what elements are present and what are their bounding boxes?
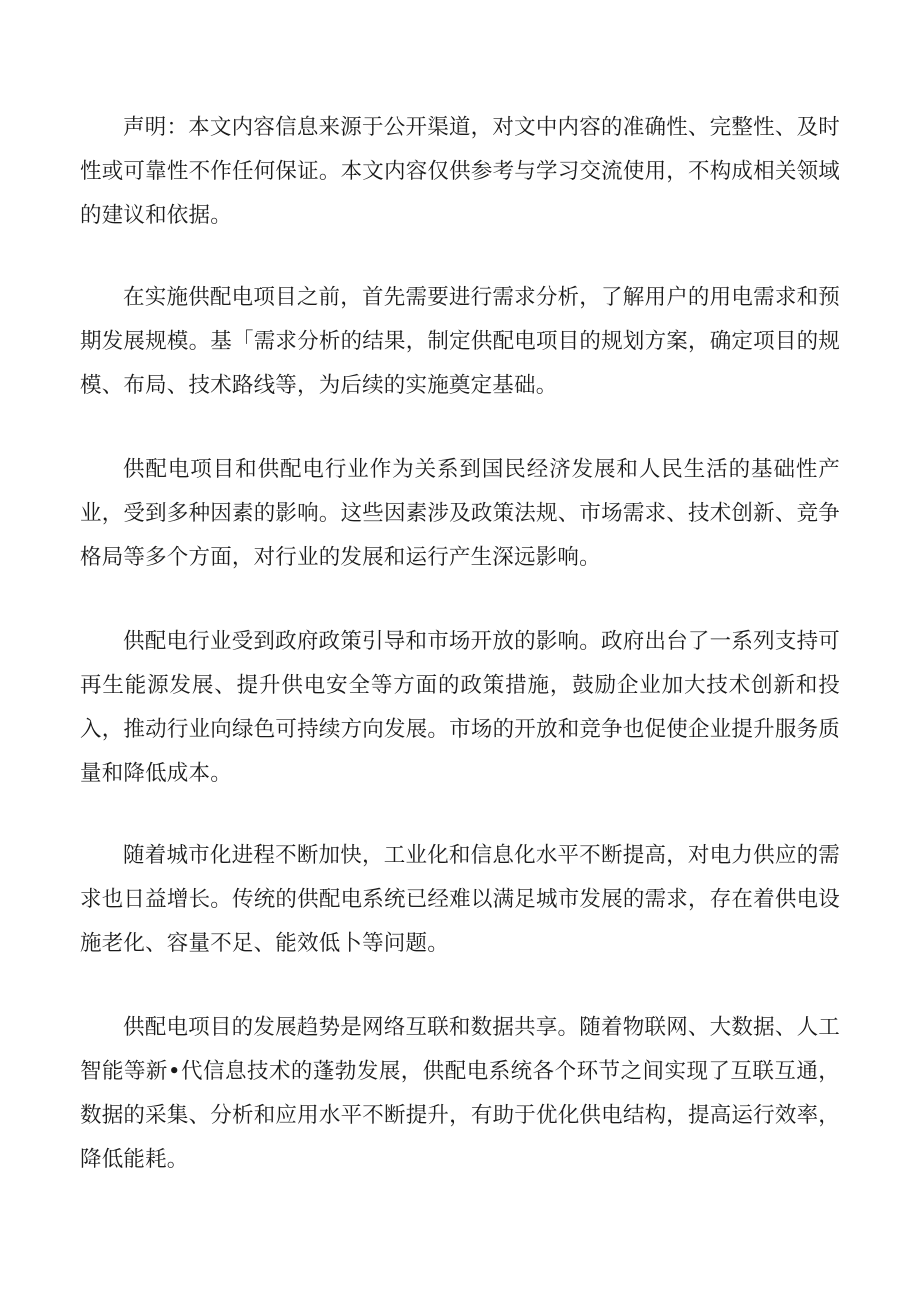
body-paragraph: 随着城市化进程不断加快，工业化和信息化水平不断提高，对电力供应的需求也日益增长。传统的供配电系统已经难以满足城市发展的需求，存在着供电设施老化、容量不足、能效低卜等问题。 xyxy=(80,843,840,956)
body-paragraph: 供配电项目的发展趋势是网络互联和数据共享。随着物联网、大数据、人工智能等新•代信息技术的蓬勃发展，供配电系统各个环节之间实现了互联互通，数据的采集、分析和应用水平不断提升，有助于优化供电结构，提高运行效率，降低能耗。 xyxy=(80,1015,840,1172)
body-paragraph: 供配电项目和供配电行业作为关系到国民经济发展和人民生活的基础性产业，受到多种因素的影响。这些因素涉及政策法规、市场需求、技术创新、竞争格局等多个方面，对行业的发展和运行产生深远影响。 xyxy=(80,457,840,570)
body-paragraph: 供配电行业受到政府政策引导和市场开放的影响。政府出台了一系列支持可再生能源发展、提升供电安全等方面的政策措施，鼓励企业加大技术创新和投入，推动行业向绿色可持续方向发展。市场的开放和竞争也促使企业提升服务质量和降低成本。 xyxy=(80,629,840,786)
disclaimer-paragraph: 声明：本文内容信息来源于公开渠道，对文中内容的准确性、完整性、及时性或可靠性不作任何保证。本文内容仅供参考与学习交流使用，不构成相关领域的建议和依据。 xyxy=(80,115,840,228)
body-paragraph: 在实施供配电项目之前，首先需要进行需求分析，了解用户的用电需求和预期发展规模。基「需求分析的结果，制定供配电项目的规划方案，确定项目的规模、布局、技术路线等，为后续的实施奠定基础。 xyxy=(80,285,840,398)
